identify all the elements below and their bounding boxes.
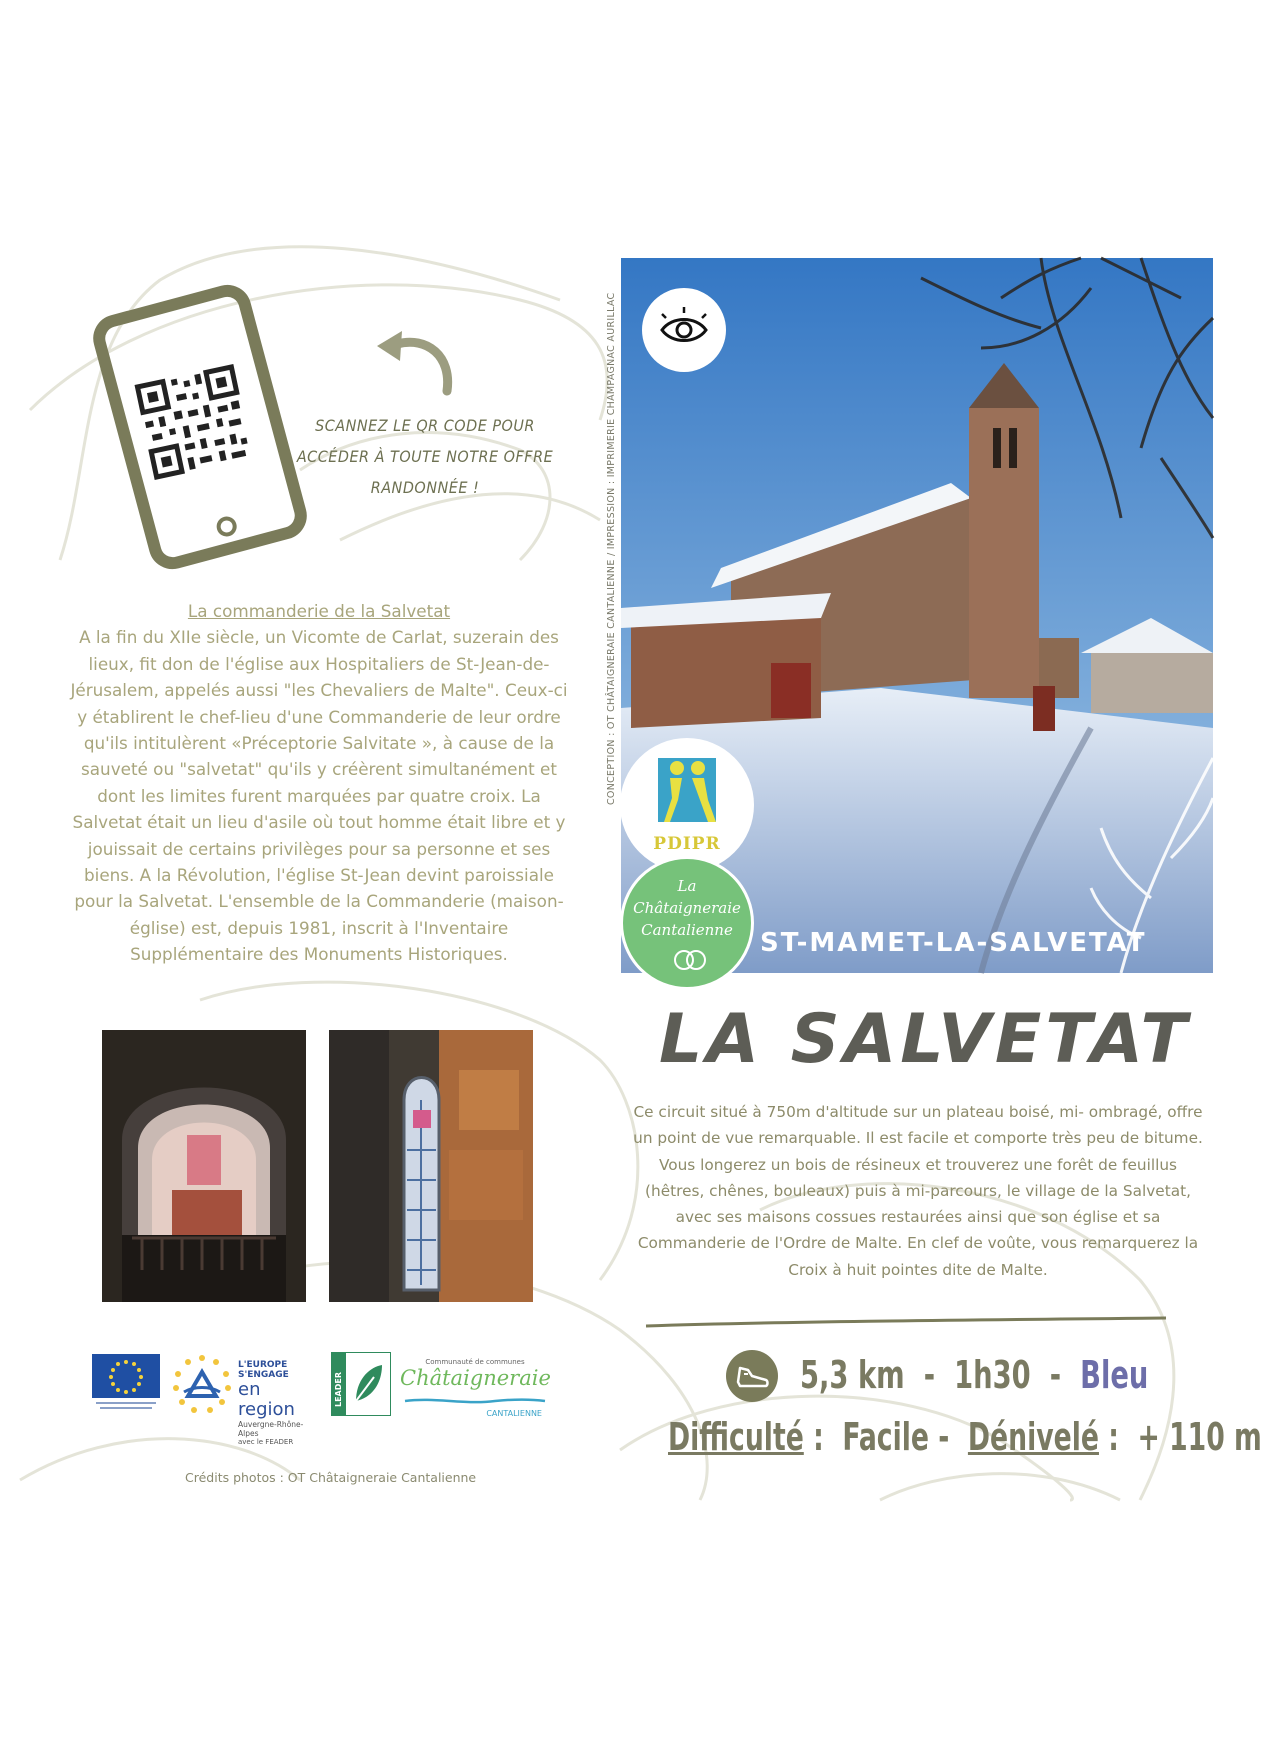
wave-icon [405,1397,545,1405]
brand-line-1: La [677,877,697,895]
region-line-2: en region [238,1379,295,1420]
church-interior-photo [102,1030,306,1302]
stained-glass-window-photo [329,1030,533,1302]
elevation-value: + 110 m [1137,1415,1262,1459]
comcom-sub: CANTALIENNE [486,1409,542,1418]
trail-title: LA SALVETAT [659,1000,1191,1079]
trail-description: Ce circuit situé à 750m d'altitude sur un plateau boisé, mi- ombragé, offre un point de vue remarquable. Il est facile et comporte très peu de bitume. Vous longerez un bois de résineux et trouverez une forêt de feuillus (hêtres, chênes, bouleaux) puis à mi-parcours, le village de la Salvetat, avec ses maisons cossues restaurées ainsi que son église et sa Commanderie de l'Ordre de Malte. En clef de voûte, vous remarquerez la Croix à huit pointes dite de Malte. [633,1103,1203,1279]
region-line-3: Auvergne-Rhône-Alpes [238,1420,304,1438]
region-logo-text [238,1360,318,1446]
route-color-value: Bleu [1080,1353,1149,1397]
history-section [64,598,574,968]
trail-stats-line-2 [668,1415,1262,1459]
print-credit-vertical: CONCEPTION : OT CHÂTAIGNERAIE CANTALIENNE / IMPRESSION : IMPRIMERIE CHAMPAGNAC AURILLAC [606,292,617,805]
difficulty-colon: : [813,1415,824,1459]
region-stars-logo [170,1352,234,1416]
leader-label: LEADER [334,1371,343,1407]
stats-sep-3: - [938,1415,950,1459]
stats-sep-1: - [923,1353,936,1397]
difficulty-label: Difficulté [668,1415,804,1459]
elevation-label: Dénivelé [967,1415,1099,1459]
elevation-colon: : [1108,1415,1119,1459]
region-line-1: L'EUROPE S'ENGAGE [238,1360,289,1380]
comcom-small: Communauté de communes [425,1358,525,1366]
pdipr-badge [620,738,754,872]
qr-caption-line-1: SCANNEZ LE QR CODE POUR [315,416,535,435]
pdipr-label: PDIPR [653,834,721,854]
leaf-icon [350,1361,386,1407]
eye-icon [642,288,726,372]
region-line-4: avec le FEADER [238,1438,294,1446]
chestnut-icon [673,947,707,973]
qr-code-icon[interactable] [132,362,256,482]
hiking-shoe-icon [726,1350,778,1402]
photo-credits: Crédits photos : OT Châtaigneraie Cantalienne [185,1470,477,1485]
chataigneraie-badge [620,856,754,990]
comcom-name: Châtaigneraie [400,1366,551,1390]
section-divider [646,1316,1170,1330]
distance-value: 5,3 km [800,1353,905,1397]
curved-arrow-icon [372,326,462,396]
qr-caption [290,410,560,503]
commune-name: ST-MAMET-LA-SALVETAT [760,928,1147,958]
eu-flag-logo [92,1354,160,1414]
history-body: A la fin du XIIe siècle, un Vicomte de Carlat, suzerain des lieux, fit don de l'église aux Hospitaliers de St-Jean-de-Jérusalem, appelés aussi "les Chevaliers de Malte". Ceux-ci y établirent le chef-lieu d'une Commanderie de leur ordre qu'ils intitulèrent «Préceptorie Salvitate », à cause de la sauveté ou "salvetat" qu'ils y créèrent simultanément et dont les limites furent marquées par quatre croix. La Salvetat était un lieu d'asile où tout homme était libre et y jouissait de certains privilèges pour sa personne et ses biens. A la Révolution, l'église St-Jean devint paroissiale pour la Salvetat. L'ensemble de la Commanderie (maison-église) est, depuis 1981, inscrit à l'Inventaire Supplémentaire des Monuments Historiques. [70,627,568,965]
leader-logo [331,1352,391,1416]
trail-stats-line-1 [800,1353,1148,1397]
qr-caption-line-3: RANDONNÉE ! [370,478,480,497]
duration-value: 1h30 [954,1353,1031,1397]
brand-line-2: Châtaigneraie [633,899,741,917]
qr-caption-line-2: ACCÉDER À TOUTE NOTRE OFFRE [296,447,554,466]
brand-line-3: Cantalienne [641,921,733,939]
stats-sep-2: - [1049,1353,1062,1397]
comcom-logo [400,1358,550,1418]
difficulty-value: Facile [842,1415,929,1459]
history-title: La commanderie de la Salvetat [187,601,451,621]
